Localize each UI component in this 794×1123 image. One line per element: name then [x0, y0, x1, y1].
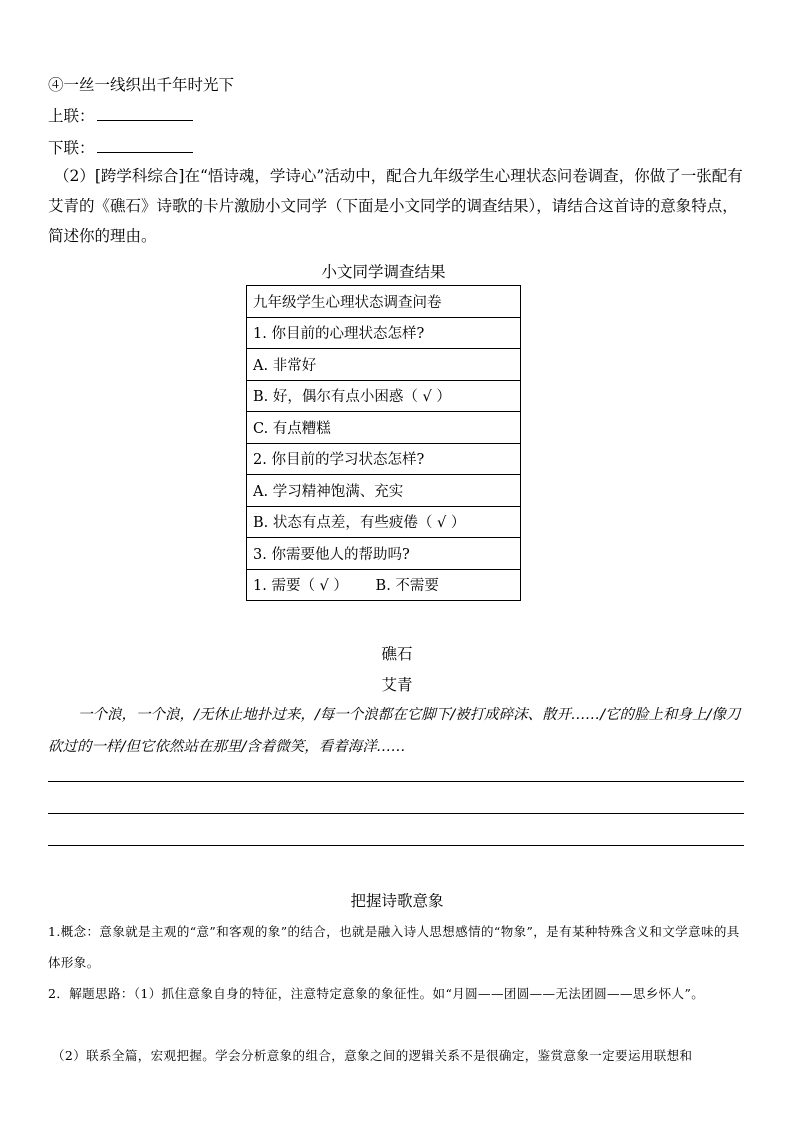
answer-line[interactable] — [48, 845, 744, 846]
table-row — [247, 286, 521, 318]
upper-couplet-blank[interactable] — [97, 106, 193, 121]
answer-line[interactable] — [48, 781, 744, 782]
survey-cell: 1. 需要（ √ ） B. 不需要 — [247, 569, 521, 601]
poem-author: 艾青 — [381, 676, 413, 694]
survey-cell: A. 非常好 — [247, 349, 521, 381]
survey-cell: 九年级学生心理状态调查问卷 — [247, 286, 521, 318]
table-row — [247, 538, 521, 570]
item4-line: ④一丝一线织出千年时光下 — [48, 76, 235, 94]
tips-paragraph-2: 2．解题思路：（1）抓住意象自身的特征，注意特定意象的象征性。如“月圆——团圆——无法团圆——思乡怀人”。 — [48, 986, 705, 1001]
table-row — [247, 349, 521, 381]
survey-cell: 1. 你目前的心理状态怎样? — [247, 317, 521, 349]
tips-paragraph-1: 1.概念：意象就是主观的“意”和客观的象”的结合，也就是融入诗人思想感情的“物象”，是有某种特殊含义和文学意味的具体形象。 — [48, 924, 740, 970]
survey-cell: B. 好，偶尔有点小困惑（ √ ） — [247, 380, 521, 412]
table-row — [247, 380, 521, 412]
survey-cell: B. 状态有点差，有些疲倦（ √ ） — [247, 506, 521, 538]
poem-title: 礁石 — [381, 645, 413, 663]
table-row — [247, 569, 521, 601]
tips-paragraph-3: （2）联系全篇，宏观把握。学会分析意象的组合，意象之间的逻辑关系不是很确定，鉴赏意象一定要运用联想和 — [52, 1048, 693, 1063]
survey-table — [246, 285, 521, 601]
poem-body: 一个浪，一个浪，/无休止地扑过来，/每一个浪都在它脚下/被打成碎沫、散开……/它的脸上和身上/像刀砍过的一样/但它依然站在那里/含着微笑，看着海洋…… — [48, 707, 741, 755]
table-row — [247, 443, 521, 475]
table-row — [247, 317, 521, 349]
upper-couplet-line — [48, 104, 193, 126]
survey-cell: C. 有点糟糕 — [247, 412, 521, 444]
table-row — [247, 475, 521, 507]
survey-cell: 3. 你需要他人的帮助吗? — [247, 538, 521, 570]
survey-cell: 2. 你目前的学习状态怎样? — [247, 443, 521, 475]
lower-couplet-label: 下联： — [48, 139, 95, 157]
question-2-text: （2）[跨学科综合]在“悟诗魂，学诗心”活动中，配合九年级学生心理状态问卷调查，你做了一张配有艾青的《礁石》诗歌的卡片激励小文同学（下面是小文同学的调查结果），请结合这首诗的意象特点，简述你的理由。 — [48, 167, 743, 245]
answer-line[interactable] — [48, 813, 744, 814]
table-row — [247, 412, 521, 444]
lower-couplet-blank[interactable] — [97, 138, 193, 153]
upper-couplet-label: 上联： — [48, 107, 95, 125]
table-row — [247, 506, 521, 538]
survey-title: 小文同学调查结果 — [321, 263, 446, 281]
tips-title: 把握诗歌意象 — [350, 892, 444, 910]
lower-couplet-line — [48, 136, 193, 158]
survey-cell: A. 学习精神饱满、充实 — [247, 475, 521, 507]
